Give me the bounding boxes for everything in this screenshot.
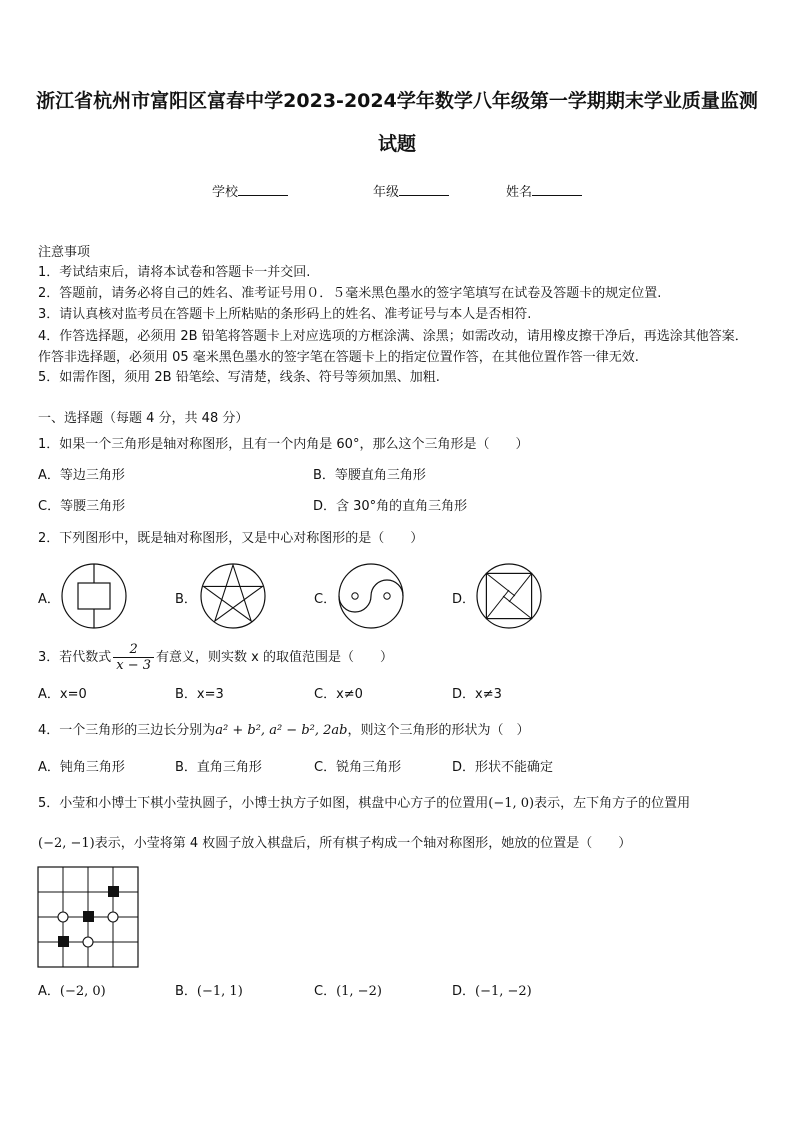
q3-option-d: D．x≠3 [452, 687, 502, 702]
q3-option-b: B．x=3 [175, 687, 224, 702]
notice-item: 3．请认真核对监考员在答题卡上所粘贴的条形码上的姓名、准考证号与本人是否相符. [38, 307, 532, 322]
q1-option-c: C．等腰三角形 [38, 499, 126, 514]
q3-frac-num: 2 [113, 642, 154, 658]
q5-option-c [314, 982, 382, 1002]
q4-option-b: B．直角三角形 [175, 760, 262, 775]
section-heading: 一、选择题（每题 4 分，共 48 分） [38, 411, 249, 426]
q2-stem: 2．下列图形中，既是轴对称图形，又是中心对称图形的是（ ） [38, 531, 424, 546]
q3-option-c: C．x≠0 [314, 687, 363, 702]
q2-label-c: C． [314, 592, 337, 607]
q2-figure-c-taiji [337, 562, 405, 630]
notice-heading: 注意事项 [38, 245, 91, 260]
q4-option-d: D．形状不能确定 [452, 760, 554, 775]
notice-item: 4．作答选择题，必须用 2B 铅笔将答题卡上对应选项的方框涂满、涂黑；如需改动，请用橡皮擦干净后，再选涂其他答案．作答非选择题，必须用 05 毫米黑色墨水的签字笔在答题卡上的指定位置作答，在其他位置作答一律无效. [38, 329, 748, 365]
q3-stem-pre: 3．若代数式 [38, 650, 112, 665]
page-title: 浙江省杭州市富阳区富春中学2023-2024学年数学八年级第一学期期末学业质量监测 [36, 90, 758, 112]
q2-figure-b-pentagram [199, 562, 267, 630]
notice-item: 5．如需作图，须用 2B 铅笔绘、写清楚，线条、符号等须加黑、加粗. [38, 370, 440, 385]
q1-stem: 1．如果一个三角形是轴对称图形，且有一个内角是 60°，那么这个三角形是（ ） [38, 437, 529, 452]
school-blank [238, 183, 288, 196]
square-piece [108, 886, 119, 897]
name-field [506, 181, 582, 200]
square-piece [83, 911, 94, 922]
q5-coord-corner: (−2, −1) [38, 836, 95, 851]
q2-figure-d-pinwheel [475, 562, 543, 630]
q2-label-d: D． [452, 592, 476, 607]
q3-frac-den: x − 3 [116, 658, 152, 673]
q4-stem [38, 721, 529, 741]
name-blank [532, 183, 582, 196]
q5-option-a [38, 982, 106, 1002]
name-label: 姓名 [506, 185, 533, 200]
grade-blank [399, 183, 449, 196]
q5-coord-center: (−1, 0) [488, 796, 535, 811]
q2-figure-a-circle-square [60, 562, 128, 630]
square-piece [58, 936, 69, 947]
q5-option-c-label: C． [314, 984, 337, 999]
q5-option-a-value: (−2, 0) [59, 984, 106, 999]
q3-option-a: A．x=0 [38, 687, 87, 702]
round-piece [58, 912, 68, 922]
page-title-cont: 试题 [377, 133, 416, 155]
q5-option-d-label: D． [452, 984, 476, 999]
q4-stem-pre: 4．一个三角形的三边长分别为 [38, 723, 216, 738]
q5-line1-post: 表示，左下角方子的位置用 [534, 796, 691, 811]
q2-label-b: B． [175, 592, 197, 607]
q5-stem-line2 [38, 834, 631, 854]
q5-option-d-value: (−1, −2) [475, 984, 532, 999]
q5-option-b [175, 982, 243, 1002]
q4-expression: a² + b², a² − b², 2ab [215, 723, 348, 738]
round-piece [108, 912, 118, 922]
q1-option-b: B．等腰直角三角形 [313, 468, 426, 483]
q4-option-c: C．锐角三角形 [314, 760, 402, 775]
q5-line2-post: 表示，小莹将第 4 枚圆子放入棋盘后，所有棋子构成一个轴对称图形，她放的位置是（ ） [94, 836, 632, 851]
grade-label: 年级 [373, 185, 400, 200]
round-piece [83, 937, 93, 947]
q1-option-a: A．等边三角形 [38, 468, 125, 483]
q5-board [37, 866, 139, 968]
q4-option-a: A．钝角三角形 [38, 760, 125, 775]
q5-option-b-value: (−1, 1) [196, 984, 243, 999]
q5-option-c-value: (1, −2) [336, 984, 382, 999]
q1-option-d: D．含 30°角的直角三角形 [313, 499, 468, 514]
q3-fraction [113, 642, 154, 673]
school-field [212, 181, 288, 200]
q4-stem-post: ，则这个三角形的形状为（ ） [347, 723, 530, 738]
q5-option-d [452, 982, 532, 1002]
grade-field [373, 181, 449, 200]
q3-stem-post: 有意义，则实数 x 的取值范围是（ ） [156, 650, 394, 665]
q3-stem [38, 642, 393, 674]
q5-stem-line1 [38, 794, 690, 814]
school-label: 学校 [212, 185, 239, 200]
notice-item: 1．考试结束后，请将本试卷和答题卡一并交回. [38, 265, 311, 280]
q5-option-a-label: A． [38, 984, 60, 999]
notice-item: 2．答题前，请务必将自己的姓名、准考证号用０．５毫米黑色墨水的签字笔填写在试卷及答题卡的规定位置. [38, 286, 662, 301]
q5-option-b-label: B． [175, 984, 197, 999]
q5-line1-pre: 5．小莹和小博士下棋小莹执圆子，小博士执方子如图，棋盘中心方子的位置用 [38, 796, 489, 811]
q2-label-a: A． [38, 592, 60, 607]
